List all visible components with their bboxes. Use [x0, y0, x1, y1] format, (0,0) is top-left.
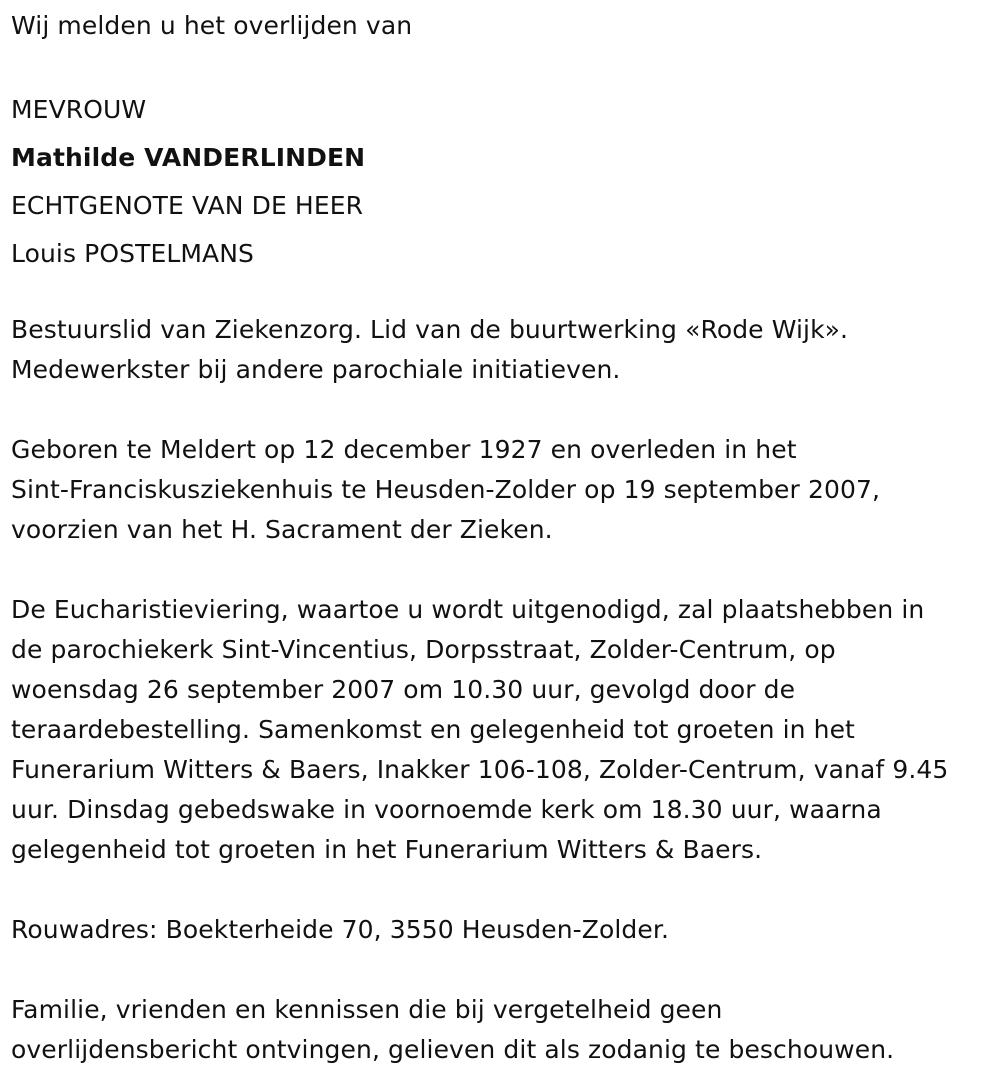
deceased-name: Mathilde VANDERLINDEN	[11, 143, 366, 172]
closing-line: Familie, vrienden en kennissen die bij vergetelheid geen	[11, 995, 723, 1024]
spacer	[11, 870, 1000, 910]
title-text: MEVROUW	[11, 95, 147, 124]
spacer	[11, 550, 1000, 590]
ceremony-line: de parochiekerk Sint-Vincentius, Dorpsstraat, Zolder-Centrum, op	[11, 635, 836, 664]
ceremony-line: uur. Dinsdag gebedswake in voornoemde kerk om 18.30 uur, waarna	[11, 795, 882, 824]
roles-line: Bestuurslid van Ziekenzorg. Lid van de buurtwerking «Rode Wijk».	[11, 315, 849, 344]
ceremony-line: Funerarium Witters & Baers, Inakker 106-108, Zolder-Centrum, vanaf 9.45	[11, 755, 949, 784]
birth-death-line: Geboren te Meldert op 12 december 1927 en overleden in het	[11, 435, 797, 464]
birth-death-line: voorzien van het H. Sacrament der Zieken.	[11, 515, 553, 544]
intro-text: Wij melden u het overlijden van	[11, 11, 413, 40]
ceremony-line: De Eucharistieviering, waartoe u wordt uitgenodigd, zal plaatshebben in	[11, 595, 925, 624]
roles-line: Medewerkster bij andere parochiale initiatieven.	[11, 355, 621, 384]
spacer	[11, 390, 1000, 430]
spouse-name: Louis POSTELMANS	[11, 239, 255, 268]
spacer	[11, 46, 1000, 86]
relation-text: ECHTGENOTE VAN DE HEER	[11, 191, 364, 220]
spacer	[11, 278, 1000, 310]
closing-line: overlijdensbericht ontvingen, gelieven dit als zodanig te beschouwen.	[11, 1035, 895, 1064]
address-text: Rouwadres: Boekterheide 70, 3550 Heusden-Zolder.	[11, 915, 670, 944]
birth-death-line: Sint-Franciskusziekenhuis te Heusden-Zolder op 19 september 2007,	[11, 475, 881, 504]
ceremony-line: woensdag 26 september 2007 om 10.30 uur, gevolgd door de	[11, 675, 796, 704]
ceremony-line: teraardebestelling. Samenkomst en gelegenheid tot groeten in het	[11, 715, 855, 744]
ceremony-line: gelegenheid tot groeten in het Funerarium Witters & Baers.	[11, 835, 763, 864]
spacer	[11, 950, 1000, 990]
